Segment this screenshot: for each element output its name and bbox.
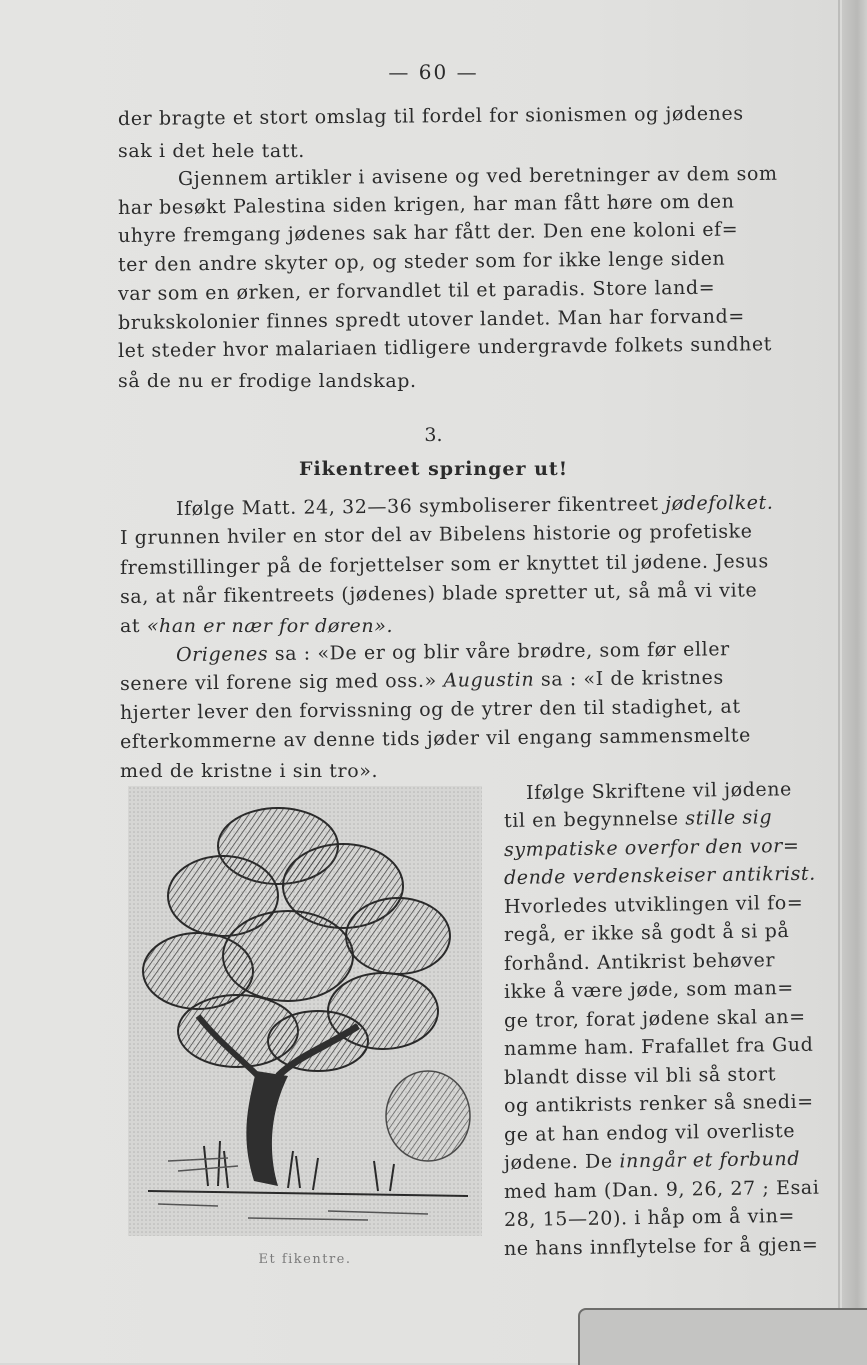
page-number: — 60 —	[388, 60, 479, 84]
page-edge	[842, 0, 867, 1363]
para5-line-8: ikke å være jøde, som man=	[503, 976, 795, 1003]
para5-line-2-italic: stille sig	[685, 806, 773, 830]
para5-line-14-italic: inngår et forbund	[619, 1147, 801, 1173]
para3-line-2: I grunnen hviler en stor del av Bibelens historie og profetiske	[119, 520, 753, 549]
section-heading: Fikentreet springer ut!	[298, 458, 569, 480]
para5-line-17: ne hans innflytelse for å gjen=	[503, 1233, 819, 1260]
para5-line-6: regå, er ikke så godt å si på	[503, 920, 790, 946]
para5-line-13: ge at han endog vil overliste	[503, 1119, 796, 1146]
para5-line-5: Hvorledes utviklingen vil fo=	[503, 891, 804, 918]
para2-line-6: brukskolonier finnes spredt utover landet. Man har forvand=	[117, 305, 745, 334]
para4-line-1-italic: Origenes	[175, 643, 269, 666]
para2-line-4: ter den andre skyter op, og steder som for ikke lenge siden	[117, 247, 726, 276]
para3-line-5-text: at	[120, 615, 147, 637]
para5-line-7: forhånd. Antikrist behøver	[503, 949, 776, 975]
para3-line-1-text: Ifølge Matt. 24, 32—36 symboliserer fikentreet	[175, 492, 666, 520]
para3-line-5-italic: «han er nær for døren».	[146, 615, 394, 637]
para5-line-2	[504, 804, 773, 834]
page-edge-shadow	[838, 0, 840, 1363]
para5-line-11: blandt disse vil bli så stort	[503, 1063, 777, 1089]
para2-line-8: så de nu er frodige landskap.	[118, 370, 417, 392]
para3-line-3: fremstillinger på de forjettelser som er knyttet til jødene. Jesus	[119, 550, 769, 579]
para5-line-3: sympatiske overfor den vor=	[503, 834, 800, 861]
para4-line-3: hjerter lever den forvissning og de ytrer den til stadighet, at	[119, 695, 741, 724]
para4-line-1-text: sa : «De er og blir våre brødre, som før eller	[268, 638, 730, 666]
para4-line-2-italic: Augustin	[443, 668, 535, 692]
para5-line-2-text: til en begynnelse	[503, 807, 686, 832]
para5-line-14-text: jødene. De	[503, 1150, 620, 1174]
para5-line-10: namme ham. Frafallet fra Gud	[503, 1033, 814, 1060]
para5-line-1: Ifølge Skriftene vil jødene	[525, 778, 793, 804]
figure-caption: Et fikentre.	[258, 1252, 352, 1267]
fig-tree-drawing	[128, 786, 482, 1236]
para4-line-2-end: sa : «I de kristnes	[534, 666, 724, 691]
para4-line-2-text: senere vil forene sig med oss.»	[119, 669, 444, 695]
para2-line-1: Gjennem artikler i avisene og ved beretninger av dem som	[177, 162, 778, 190]
para2-line-7: let steder hvor malariaen tidligere undergravde folkets sundhet	[117, 333, 773, 362]
para3-line-1-italic: jødefolket.	[665, 491, 774, 515]
section-number: 3.	[424, 424, 443, 446]
fig-tree-illustration	[128, 786, 482, 1236]
para5-line-4: dende verdenskeiser antikrist.	[503, 862, 816, 889]
para5-line-14	[504, 1146, 800, 1176]
para2-line-5: var som en ørken, er forvandlet til et paradis. Store land=	[117, 276, 716, 305]
para1-line-1: der bragte et stort omslag til fordel for sionismen og jødenes	[117, 102, 744, 130]
para5-line-15: med ham (Dan. 9, 26, 27 ; Esai	[503, 1176, 820, 1203]
para2-line-3: uhyre fremgang jødenes sak har fått der. Den ene koloni ef=	[117, 218, 739, 247]
para3-line-5	[120, 613, 393, 639]
next-page-tab	[578, 1308, 867, 1365]
para4-line-5: med de kristne i sin tro».	[120, 760, 379, 782]
para2-line-2: har besøkt Palestina siden krigen, har man fått høre om den	[117, 190, 735, 219]
para4-line-4: efterkommerne av denne tids jøder vil engang sammensmelte	[119, 724, 752, 753]
para5-line-9: ge tror, forat jødene skal an=	[503, 1005, 806, 1032]
para3-line-4: sa, at når fikentreets (jødenes) blade spretter ut, så må vi vite	[119, 579, 758, 608]
para1-line-2: sak i det hele tatt.	[118, 140, 305, 162]
para5-line-16: 28, 15—20). i håp om å vin=	[503, 1204, 796, 1231]
para5-line-12: og antikrists renker så snedi=	[503, 1090, 814, 1117]
